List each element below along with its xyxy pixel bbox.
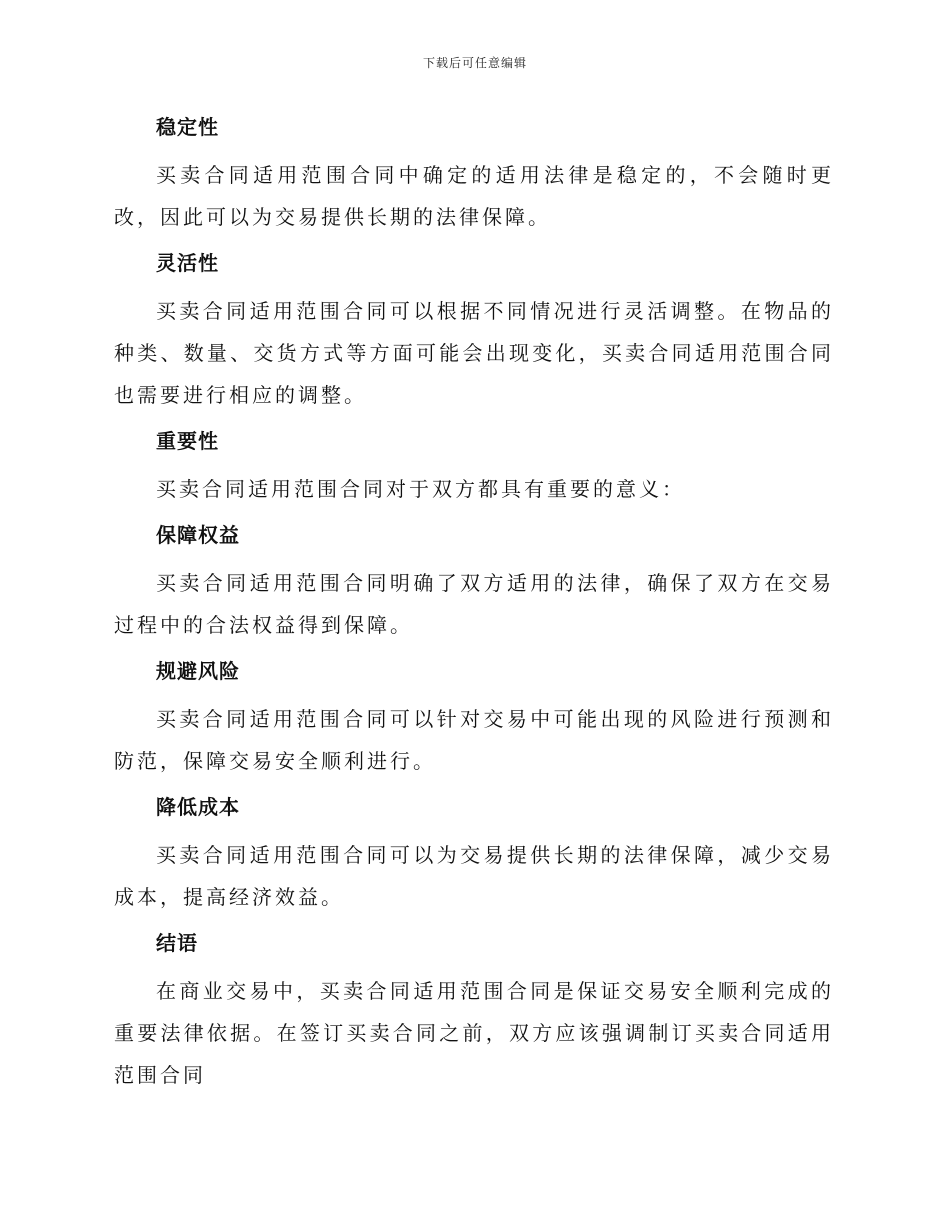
page-header: 下载后可任意编辑 (422, 56, 527, 70)
section-heading-importance: 重要性 (156, 429, 219, 453)
section-heading-avoid-risk: 规避风险 (156, 659, 240, 683)
section-heading-protect-rights: 保障权益 (156, 523, 240, 547)
section-paragraph-avoid-risk: 买卖合同适用范围合同可以针对交易中可能出现的风险进行预测和防范，保障交易安全顺利进行。 (114, 707, 834, 773)
section-heading-conclusion: 结语 (156, 931, 198, 955)
document-body (114, 110, 834, 1104)
section-paragraph-flexibility: 买卖合同适用范围合同可以根据不同情况进行灵活调整。在物品的种类、数量、交货方式等方面可能会出现变化，买卖合同适用范围合同也需要进行相应的调整。 (114, 299, 834, 407)
section-heading-reduce-cost: 降低成本 (156, 795, 240, 819)
section-paragraph-reduce-cost: 买卖合同适用范围合同可以为交易提供长期的法律保障，减少交易成本，提高经济效益。 (114, 843, 834, 909)
section-heading-stability: 稳定性 (156, 115, 219, 139)
section-paragraph-importance: 买卖合同适用范围合同对于双方都具有重要的意义： (156, 477, 685, 501)
section-paragraph-stability: 买卖合同适用范围合同中确定的适用法律是稳定的，不会随时更改，因此可以为交易提供长期的法律保障。 (114, 163, 834, 229)
section-paragraph-conclusion: 在商业交易中，买卖合同适用范围合同是保证交易安全顺利完成的重要法律依据。在签订买卖合同之前，双方应该强调制订买卖合同适用范围合同 (114, 979, 834, 1087)
section-paragraph-protect-rights: 买卖合同适用范围合同明确了双方适用的法律，确保了双方在交易过程中的合法权益得到保障。 (114, 571, 834, 637)
section-heading-flexibility: 灵活性 (156, 251, 219, 275)
